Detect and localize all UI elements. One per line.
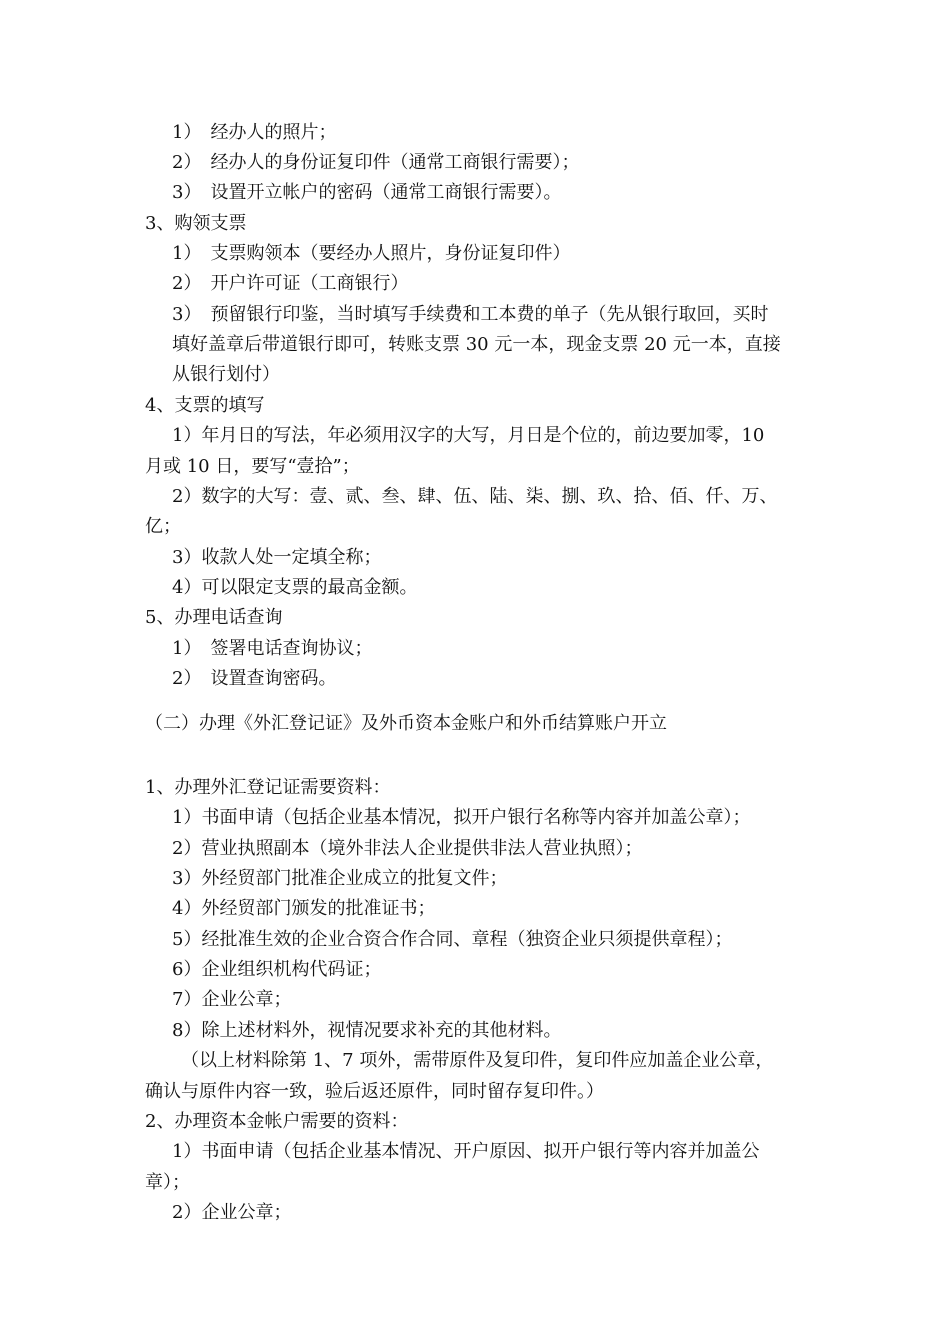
- section-heading: 2、办理资本金帐户需要的资料：: [145, 1111, 409, 1132]
- text-line: 4）可以限定支票的最高金额。: [172, 577, 418, 598]
- text-line: 1） 支票购领本（要经办人照片，身份证复印件）: [172, 243, 571, 264]
- text-line: 2） 开户许可证（工商银行）: [172, 273, 409, 294]
- text-line: 1）书面申请（包括企业基本情况，拟开户银行名称等内容并加盖公章）；: [172, 807, 751, 828]
- text-line: 亿；: [145, 516, 181, 537]
- text-line: 1） 经办人的照片；: [172, 122, 337, 143]
- text-line: 1）书面申请（包括企业基本情况、开户原因、拟开户银行等内容并加盖公: [172, 1141, 760, 1162]
- text-line: 月或 10 日，要写“壹拾”；: [145, 456, 360, 477]
- section-heading: 3、购领支票: [145, 213, 247, 234]
- text-line: 8）除上述材料外，视情况要求补充的其他材料。: [172, 1020, 562, 1041]
- text-line: 3）收款人处一定填全称；: [172, 547, 382, 568]
- text-line: 2） 经办人的身份证复印件（通常工商银行需要）；: [172, 152, 580, 173]
- text-line: 1） 签署电话查询协议；: [172, 638, 373, 659]
- text-line: 填好盖章后带道银行即可，转账支票 30 元一本，现金支票 20 元一本，直接: [172, 334, 781, 355]
- text-line: （以上材料除第 1、7 项外，需带原件及复印件，复印件应加盖企业公章，: [181, 1050, 774, 1071]
- text-line: 2）企业公章；: [172, 1202, 292, 1223]
- text-line: 3）外经贸部门批准企业成立的批复文件；: [172, 868, 508, 889]
- section-heading: （二）办理《外汇登记证》及外币资本金账户和外币结算账户开立: [145, 713, 667, 734]
- text-line: 3） 设置开立帐户的密码（通常工商银行需要）。: [172, 182, 562, 203]
- text-line: 1）年月日的写法，年必须用汉字的大写，月日是个位的，前边要加零，10: [172, 425, 765, 446]
- text-line: 2）营业执照副本（境外非法人企业提供非法人营业执照）；: [172, 838, 643, 859]
- text-line: 2） 设置查询密码。: [172, 668, 337, 689]
- text-line: 7）企业公章；: [172, 989, 292, 1010]
- section-heading: 5、办理电话查询: [145, 607, 283, 628]
- text-line: 章）；: [145, 1172, 190, 1193]
- text-line: 2）数字的大写：壹、贰、叁、肆、伍、陆、柒、捌、玖、拾、佰、仟、万、: [172, 486, 778, 507]
- text-line: 4）外经贸部门颁发的批准证书；: [172, 898, 436, 919]
- text-line: 从银行划付）: [172, 364, 280, 385]
- text-line: 3） 预留银行印鉴，当时填写手续费和工本费的单子（先从银行取回，买时: [172, 304, 769, 325]
- text-line: 确认与原件内容一致，验后返还原件，同时留存复印件。）: [145, 1081, 604, 1102]
- text-line: 5）经批准生效的企业合资合作合同、章程（独资企业只须提供章程）；: [172, 929, 733, 950]
- section-heading: 1、办理外汇登记证需要资料：: [145, 777, 391, 798]
- section-heading: 4、支票的填写: [145, 395, 265, 416]
- text-line: 6）企业组织机构代码证；: [172, 959, 382, 980]
